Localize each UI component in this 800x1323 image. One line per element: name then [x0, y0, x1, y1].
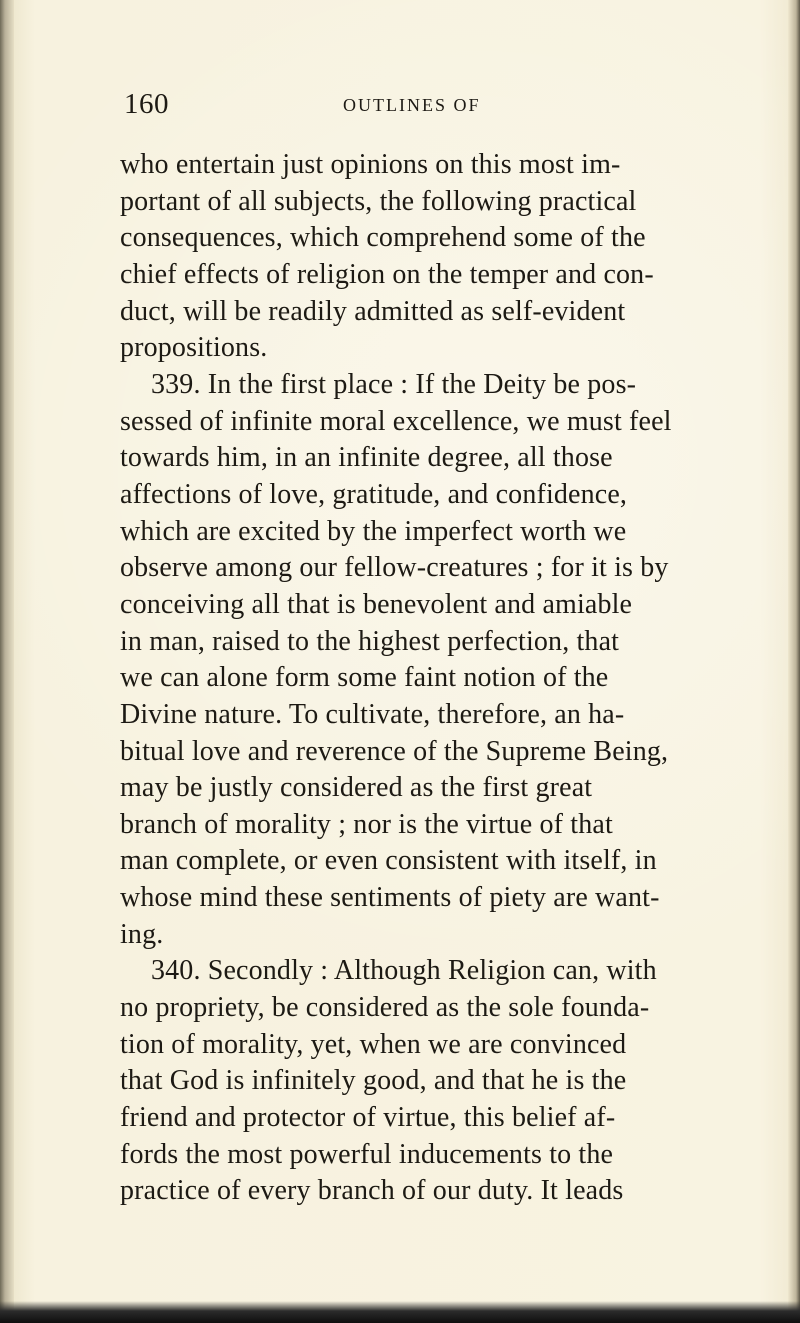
text-line: affections of love, gratitude, and confidence,: [120, 478, 628, 510]
text-line: conceiving all that is benevolent and amiable: [120, 588, 633, 620]
text-line: which are excited by the imperfect worth we: [120, 515, 627, 547]
page-left-edge: [0, 0, 14, 1323]
body-text: [120, 147, 731, 1210]
text-line: fords the most powerful inducements to the: [120, 1138, 614, 1170]
page-right-edge: [788, 0, 800, 1323]
text-line: whose mind these sentiments of piety are want-: [120, 882, 660, 914]
text-line: consequences, which comprehend some of the: [120, 222, 646, 254]
text-line: duct, will be readily admitted as self-evident: [120, 295, 626, 327]
running-head: OUTLINES OF: [343, 95, 481, 115]
paragraph-340-start: 340. Secondly : Although Religion can, with: [151, 955, 657, 987]
text-line: no propriety, be considered as the sole founda-: [120, 992, 650, 1024]
text-line: bitual love and reverence of the Supreme Being,: [120, 735, 669, 767]
text-line: man complete, or even consistent with itself, in: [120, 845, 657, 877]
text-line: that God is infinitely good, and that he is the: [120, 1065, 627, 1097]
text-line: ing.: [120, 918, 164, 950]
text-line: branch of morality ; nor is the virtue of that: [120, 808, 613, 840]
text-line: towards him, in an infinite degree, all those: [120, 442, 613, 474]
text-line: practice of every branch of our duty. It leads: [120, 1175, 624, 1207]
text-line: portant of all subjects, the following practical: [120, 185, 637, 217]
text-line: chief effects of religion on the temper and con-: [120, 258, 654, 290]
page-bottom-edge: [0, 1301, 800, 1323]
text-line: observe among our fellow-creatures ; for it is by: [120, 552, 669, 584]
text-line: in man, raised to the highest perfection, that: [120, 625, 620, 657]
text-line: propositions.: [120, 332, 268, 364]
page-number: 160: [124, 88, 169, 120]
text-line: friend and protector of virtue, this belief af-: [120, 1102, 616, 1134]
text-line: Divine nature. To cultivate, therefore, an ha-: [120, 698, 625, 730]
text-line: tion of morality, yet, when we are convinced: [120, 1028, 627, 1060]
text-line: we can alone form some faint notion of the: [120, 662, 609, 694]
text-line: may be justly considered as the first great: [120, 772, 593, 804]
paragraph-339-start: 339. In the first place : If the Deity be pos-: [151, 368, 637, 400]
text-line: who entertain just opinions on this most im-: [120, 149, 621, 180]
page-header: [124, 88, 724, 128]
text-line: sessed of infinite moral excellence, we must feel: [120, 405, 672, 437]
